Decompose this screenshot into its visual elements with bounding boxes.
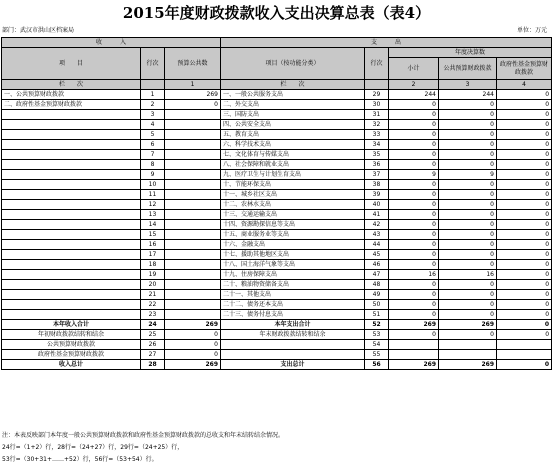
gov-funds-cell: 0 xyxy=(497,250,552,260)
subtotal-cell: 0 xyxy=(389,300,439,310)
public-funds-cell: 0 xyxy=(439,250,497,260)
footnotes xyxy=(2,430,285,463)
income-line-cell: 20 xyxy=(141,280,165,290)
public-funds-cell: 0 xyxy=(439,150,497,160)
expense-item-cell: 二十三、债务付息支出 xyxy=(221,310,365,320)
subtotal-cell: 0 xyxy=(389,250,439,260)
public-funds-cell: 0 xyxy=(439,210,497,220)
income-line-cell: 17 xyxy=(141,250,165,260)
income-line-cell: 21 xyxy=(141,290,165,300)
gov-funds-cell xyxy=(497,350,552,360)
gov-funds-cell: 0 xyxy=(497,110,552,120)
table-row xyxy=(2,140,552,150)
public-funds-cell: 0 xyxy=(439,200,497,210)
income-item-header: 项 目 xyxy=(2,48,141,80)
expense-item-header: 项目（按功能分类） xyxy=(221,48,365,80)
income-item-cell: 公共预算财政拨款 xyxy=(2,340,141,350)
expense-line-cell: 42 xyxy=(365,220,389,230)
department-label: 部门：武汉市洪山区档案局 xyxy=(2,27,75,34)
expense-item-cell: 十七、援助其他地区支出 xyxy=(221,250,365,260)
income-value-cell: 269 xyxy=(165,360,221,370)
budget-table xyxy=(1,37,552,370)
table-row xyxy=(2,240,552,250)
income-item-cell xyxy=(2,290,141,300)
income-value-cell xyxy=(165,310,221,320)
summary-row xyxy=(2,360,552,370)
note-line-3: 53行=（30+31+……+52）行，56行=（53+54）行。 xyxy=(2,456,158,463)
subtotal-cell xyxy=(389,350,439,360)
public-funds-cell: 0 xyxy=(439,160,497,170)
income-item-cell xyxy=(2,130,141,140)
income-line-cell: 22 xyxy=(141,300,165,310)
public-funds-cell: 0 xyxy=(439,140,497,150)
income-line-cell: 11 xyxy=(141,190,165,200)
income-value-cell: 269 xyxy=(165,90,221,100)
income-line-cell: 6 xyxy=(141,140,165,150)
expense-item-cell: 四、公共安全支出 xyxy=(221,120,365,130)
public-funds-cell: 0 xyxy=(439,310,497,320)
subtotal-cell: 0 xyxy=(389,280,439,290)
income-item-cell xyxy=(2,260,141,270)
income-line-cell: 23 xyxy=(141,310,165,320)
income-value-cell xyxy=(165,130,221,140)
expense-item-cell: 十八、国土海洋气象等支出 xyxy=(221,260,365,270)
note-line-1: 注：本表反映部门本年度一般公共预算财政拨款和政府性基金预算财政拨款的总收支和年末结转结余情况。 xyxy=(2,432,285,439)
expense-line-cell: 44 xyxy=(365,240,389,250)
income-item-cell xyxy=(2,120,141,130)
expense-item-cell: 十六、金融支出 xyxy=(221,240,365,250)
income-item-cell: 年初财政拨款结转和结余 xyxy=(2,330,141,340)
income-item-cell: 本年收入合计 xyxy=(2,320,141,330)
public-funds-cell: 0 xyxy=(439,240,497,250)
income-value-cell xyxy=(165,140,221,150)
gov-funds-cell: 0 xyxy=(497,160,552,170)
gov-funds-cell: 0 xyxy=(497,360,552,370)
income-item-cell xyxy=(2,280,141,290)
public-funds-cell: 0 xyxy=(439,220,497,230)
expense-item-cell: 三、国防支出 xyxy=(221,110,365,120)
public-funds-cell: 0 xyxy=(439,100,497,110)
public-funds-cell: 0 xyxy=(439,110,497,120)
income-line-cell: 2 xyxy=(141,100,165,110)
income-line-cell: 5 xyxy=(141,130,165,140)
expense-item-cell: 十一、城乡社区支出 xyxy=(221,190,365,200)
subtotal-cell: 0 xyxy=(389,100,439,110)
expense-item-cell: 二、外交支出 xyxy=(221,100,365,110)
page-title: 2015年度财政拨款收入支出决算总表（表4） xyxy=(122,4,431,22)
summary-row xyxy=(2,350,552,360)
expense-line-cell: 31 xyxy=(365,110,389,120)
public-funds-cell: 0 xyxy=(439,180,497,190)
expense-item-cell: 十九、住房保障支出 xyxy=(221,270,365,280)
subtotal-cell: 0 xyxy=(389,240,439,250)
expense-item-cell: 二十二、债务还本支出 xyxy=(221,300,365,310)
expense-line-cell: 40 xyxy=(365,200,389,210)
expense-item-cell: 八、社会保障和就业支出 xyxy=(221,160,365,170)
income-item-cell xyxy=(2,240,141,250)
subtotal-header: 小计 xyxy=(389,58,439,80)
income-item-cell xyxy=(2,150,141,160)
income-line-cell: 10 xyxy=(141,180,165,190)
expense-line-cell: 39 xyxy=(365,190,389,200)
gov-funds-cell: 0 xyxy=(497,290,552,300)
gov-funds-header: 政府性基金预算财政拨款 xyxy=(497,58,552,80)
expense-item-cell: 支出总计 xyxy=(221,360,365,370)
expense-item-cell: 九、医疗卫生与计划生育支出 xyxy=(221,170,365,180)
public-funds-cell: 16 xyxy=(439,270,497,280)
gov-funds-cell: 0 xyxy=(497,230,552,240)
gov-funds-cell: 0 xyxy=(497,280,552,290)
table-row xyxy=(2,90,552,100)
public-funds-cell: 0 xyxy=(439,330,497,340)
income-item-cell xyxy=(2,220,141,230)
gov-funds-cell: 0 xyxy=(497,270,552,280)
table-row xyxy=(2,230,552,240)
income-line-cell: 24 xyxy=(141,320,165,330)
subtotal-cell: 0 xyxy=(389,180,439,190)
expense-line-cell: 36 xyxy=(365,160,389,170)
public-funds-header: 公共预算财政拨款 xyxy=(439,58,497,80)
income-item-cell xyxy=(2,230,141,240)
income-item-cell xyxy=(2,110,141,120)
budget-group-header: 年度决算数 xyxy=(389,48,552,58)
income-line-cell: 9 xyxy=(141,170,165,180)
income-value-cell xyxy=(165,230,221,240)
gov-funds-cell: 0 xyxy=(497,140,552,150)
gov-funds-cell: 0 xyxy=(497,260,552,270)
table-row xyxy=(2,130,552,140)
income-value-cell xyxy=(165,270,221,280)
table-row xyxy=(2,170,552,180)
table-row xyxy=(2,220,552,230)
expense-line-cell: 50 xyxy=(365,300,389,310)
income-item-cell xyxy=(2,180,141,190)
gov-funds-cell: 0 xyxy=(497,320,552,330)
income-value-cell xyxy=(165,110,221,120)
expense-item-cell: 本年支出合计 xyxy=(221,320,365,330)
income-value-cell xyxy=(165,150,221,160)
income-value-cell xyxy=(165,280,221,290)
table-row xyxy=(2,270,552,280)
income-line-cell: 14 xyxy=(141,220,165,230)
line-label-2: 栏 次 xyxy=(221,80,365,90)
expense-header: 支 出 xyxy=(221,38,552,48)
table-row xyxy=(2,210,552,220)
subtotal-cell: 0 xyxy=(389,200,439,210)
income-value-cell xyxy=(165,180,221,190)
income-item-cell xyxy=(2,170,141,180)
expense-line-cell: 52 xyxy=(365,320,389,330)
table-row xyxy=(2,120,552,130)
col-3-label: 3 xyxy=(439,80,497,90)
gov-funds-cell: 0 xyxy=(497,210,552,220)
subtotal-cell: 269 xyxy=(389,320,439,330)
income-value-cell xyxy=(165,160,221,170)
income-value-cell xyxy=(165,200,221,210)
col-2-label: 2 xyxy=(389,80,439,90)
subtotal-cell: 0 xyxy=(389,110,439,120)
header-row-1 xyxy=(2,38,552,48)
table-row xyxy=(2,250,552,260)
expense-line-cell: 33 xyxy=(365,130,389,140)
header-row-2 xyxy=(2,48,552,58)
income-value-cell xyxy=(165,240,221,250)
subtotal-cell: 0 xyxy=(389,330,439,340)
subtotal-cell: 244 xyxy=(389,90,439,100)
subtotal-cell: 0 xyxy=(389,190,439,200)
income-item-cell xyxy=(2,310,141,320)
income-line-cell: 25 xyxy=(141,330,165,340)
col-1-label: 1 xyxy=(165,80,221,90)
gov-funds-cell: 0 xyxy=(497,330,552,340)
expense-line-cell: 55 xyxy=(365,350,389,360)
table-row xyxy=(2,110,552,120)
subtotal-cell xyxy=(389,340,439,350)
budget-public-header: 预算公共数 xyxy=(165,48,221,80)
subtotal-cell: 0 xyxy=(389,230,439,240)
expense-item-cell: 十、节能环保支出 xyxy=(221,180,365,190)
income-item-cell: 收入总计 xyxy=(2,360,141,370)
income-item-cell xyxy=(2,250,141,260)
summary-row xyxy=(2,330,552,340)
subtotal-cell: 0 xyxy=(389,290,439,300)
expense-line-cell: 54 xyxy=(365,340,389,350)
gov-funds-cell: 0 xyxy=(497,310,552,320)
public-funds-cell: 0 xyxy=(439,230,497,240)
expense-item-cell xyxy=(221,340,365,350)
income-line-cell: 3 xyxy=(141,110,165,120)
gov-funds-cell: 0 xyxy=(497,150,552,160)
income-item-cell xyxy=(2,200,141,210)
income-value-cell: 0 xyxy=(165,100,221,110)
income-item-cell xyxy=(2,140,141,150)
table-row xyxy=(2,300,552,310)
income-line-cell: 19 xyxy=(141,270,165,280)
income-line-cell: 26 xyxy=(141,340,165,350)
line-label-row xyxy=(2,80,552,90)
expense-item-cell: 十五、商业服务业等支出 xyxy=(221,230,365,240)
income-line-cell: 12 xyxy=(141,200,165,210)
income-value-cell xyxy=(165,300,221,310)
gov-funds-cell: 0 xyxy=(497,240,552,250)
expense-line-cell: 32 xyxy=(365,120,389,130)
income-line-cell: 13 xyxy=(141,210,165,220)
line-label: 栏 次 xyxy=(2,80,141,90)
income-value-cell: 0 xyxy=(165,350,221,360)
income-line-cell: 8 xyxy=(141,160,165,170)
income-item-cell xyxy=(2,190,141,200)
table-row xyxy=(2,310,552,320)
income-line-cell: 4 xyxy=(141,120,165,130)
public-funds-cell: 244 xyxy=(439,90,497,100)
public-funds-cell: 269 xyxy=(439,320,497,330)
table-row xyxy=(2,200,552,210)
gov-funds-cell: 0 xyxy=(497,100,552,110)
gov-funds-cell: 0 xyxy=(497,170,552,180)
gov-funds-cell: 0 xyxy=(497,180,552,190)
gov-funds-cell xyxy=(497,340,552,350)
expense-line-cell: 43 xyxy=(365,230,389,240)
income-line-cell: 18 xyxy=(141,260,165,270)
public-funds-cell: 0 xyxy=(439,300,497,310)
expense-item-cell: 年末财政拨款结转和结余 xyxy=(221,330,365,340)
expense-line-cell: 49 xyxy=(365,290,389,300)
income-line-cell: 16 xyxy=(141,240,165,250)
expense-line-cell: 34 xyxy=(365,140,389,150)
subtotal-cell: 0 xyxy=(389,140,439,150)
subtotal-cell: 0 xyxy=(389,120,439,130)
income-value-cell xyxy=(165,190,221,200)
income-line-header: 行次 xyxy=(141,48,165,80)
expense-line-cell: 56 xyxy=(365,360,389,370)
expense-line-cell: 45 xyxy=(365,250,389,260)
public-funds-cell: 269 xyxy=(439,360,497,370)
income-value-cell xyxy=(165,210,221,220)
subtotal-cell: 16 xyxy=(389,270,439,280)
note-line-2: 24行=（1+2）行，28行=（24+27）行，29行=（24+25）行， xyxy=(2,444,184,451)
gov-funds-cell: 0 xyxy=(497,220,552,230)
table-row xyxy=(2,190,552,200)
income-value-cell xyxy=(165,260,221,270)
expense-line-cell: 35 xyxy=(365,150,389,160)
expense-item-cell: 十三、交通运输支出 xyxy=(221,210,365,220)
subtotal-cell: 0 xyxy=(389,220,439,230)
subtotal-cell: 269 xyxy=(389,360,439,370)
table-row xyxy=(2,100,552,110)
income-item-cell xyxy=(2,160,141,170)
income-value-cell xyxy=(165,170,221,180)
unit-label: 单位：万元 xyxy=(516,27,547,34)
income-value-cell xyxy=(165,120,221,130)
subtotal-cell: 0 xyxy=(389,210,439,220)
table-row xyxy=(2,290,552,300)
subtotal-cell: 9 xyxy=(389,170,439,180)
gov-funds-cell: 0 xyxy=(497,300,552,310)
expense-item-cell: 十四、资源勘探信息等支出 xyxy=(221,220,365,230)
table-row xyxy=(2,260,552,270)
expense-line-cell: 41 xyxy=(365,210,389,220)
expense-line-cell: 46 xyxy=(365,260,389,270)
gov-funds-cell: 0 xyxy=(497,200,552,210)
subtotal-cell: 0 xyxy=(389,150,439,160)
expense-line-cell: 37 xyxy=(365,170,389,180)
income-item-cell xyxy=(2,300,141,310)
subtotal-cell: 0 xyxy=(389,160,439,170)
income-item-cell xyxy=(2,270,141,280)
summary-row xyxy=(2,340,552,350)
expense-line-cell: 48 xyxy=(365,280,389,290)
income-line-cell: 27 xyxy=(141,350,165,360)
income-line-cell: 7 xyxy=(141,150,165,160)
gov-funds-cell: 0 xyxy=(497,120,552,130)
summary-row xyxy=(2,320,552,330)
public-funds-cell: 0 xyxy=(439,120,497,130)
expense-item-cell: 一、一般公共服务支出 xyxy=(221,90,365,100)
subtotal-cell: 0 xyxy=(389,310,439,320)
expense-item-cell: 七、文化体育与传媒支出 xyxy=(221,150,365,160)
income-value-cell: 0 xyxy=(165,340,221,350)
expense-item-cell: 十二、农林水支出 xyxy=(221,200,365,210)
income-value-cell xyxy=(165,290,221,300)
expense-line-header: 行次 xyxy=(365,48,389,80)
income-value-cell: 269 xyxy=(165,320,221,330)
gov-funds-cell: 0 xyxy=(497,90,552,100)
public-funds-cell: 0 xyxy=(439,280,497,290)
table-row xyxy=(2,280,552,290)
income-item-cell: 二、政府性基金预算财政拨款 xyxy=(2,100,141,110)
col-4-label: 4 xyxy=(497,80,552,90)
public-funds-cell xyxy=(439,350,497,360)
income-value-cell xyxy=(165,220,221,230)
income-value-cell xyxy=(165,250,221,260)
income-item-cell xyxy=(2,210,141,220)
table-row xyxy=(2,150,552,160)
table-row xyxy=(2,160,552,170)
income-item-cell: 一、公共预算财政拨款 xyxy=(2,90,141,100)
income-line-cell: 28 xyxy=(141,360,165,370)
expense-item-cell: 二十、粮油物资储备支出 xyxy=(221,280,365,290)
gov-funds-cell: 0 xyxy=(497,130,552,140)
expense-item-cell xyxy=(221,350,365,360)
public-funds-cell: 0 xyxy=(439,290,497,300)
subtotal-cell: 0 xyxy=(389,130,439,140)
expense-line-cell: 30 xyxy=(365,100,389,110)
expense-line-cell: 53 xyxy=(365,330,389,340)
income-item-cell: 政府性基金预算财政拨款 xyxy=(2,350,141,360)
public-funds-cell: 0 xyxy=(439,260,497,270)
expense-item-cell: 二十一、其他支出 xyxy=(221,290,365,300)
public-funds-cell: 9 xyxy=(439,170,497,180)
income-line-cell: 1 xyxy=(141,90,165,100)
expense-line-cell: 51 xyxy=(365,310,389,320)
public-funds-cell xyxy=(439,340,497,350)
expense-item-cell: 五、教育支出 xyxy=(221,130,365,140)
income-line-cell: 15 xyxy=(141,230,165,240)
income-header: 收 入 xyxy=(2,38,221,48)
public-funds-cell: 0 xyxy=(439,190,497,200)
expense-line-cell: 29 xyxy=(365,90,389,100)
expense-item-cell: 六、科学技术支出 xyxy=(221,140,365,150)
expense-line-cell: 47 xyxy=(365,270,389,280)
income-value-cell: 0 xyxy=(165,330,221,340)
subtotal-cell: 0 xyxy=(389,260,439,270)
gov-funds-cell: 0 xyxy=(497,190,552,200)
expense-line-cell: 38 xyxy=(365,180,389,190)
public-funds-cell: 0 xyxy=(439,130,497,140)
table-row xyxy=(2,180,552,190)
